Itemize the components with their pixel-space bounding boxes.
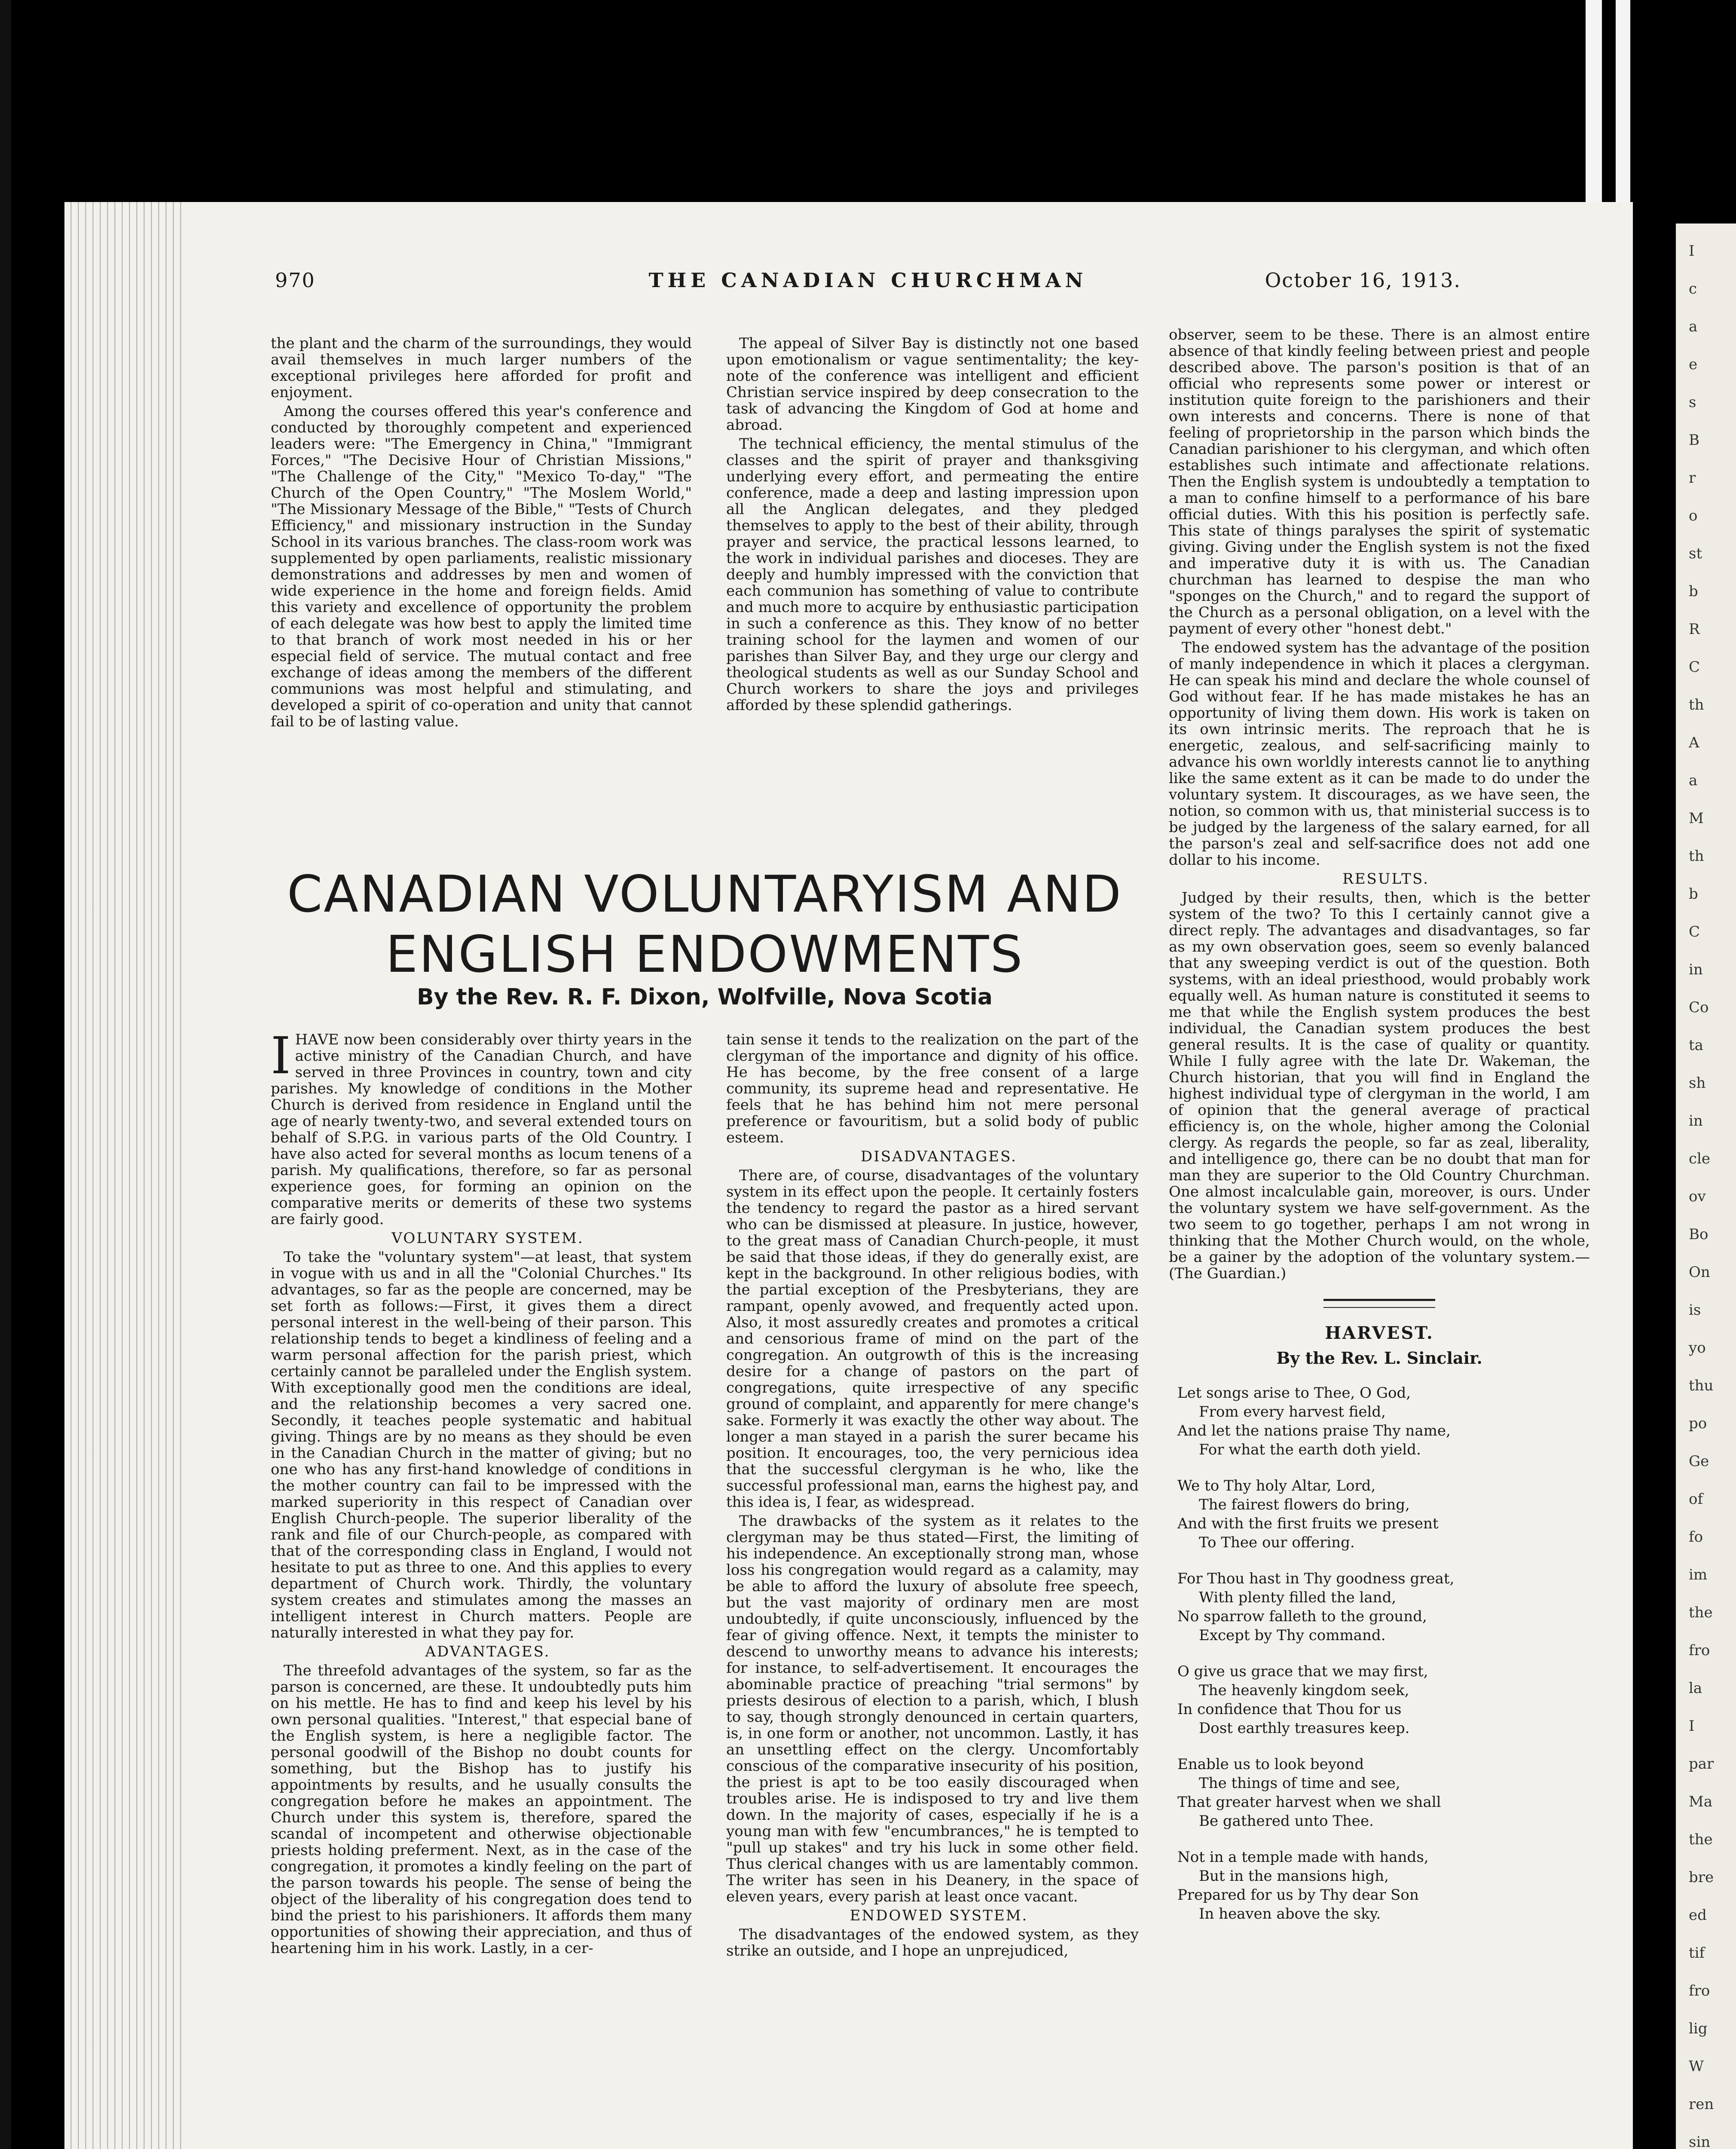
poem-stanza	[1177, 1569, 1590, 1645]
column-2-top	[726, 335, 1139, 868]
facing-page-fragment: lig	[1689, 2020, 1708, 2037]
poem-line: Not in a temple made with hands,	[1177, 1849, 1429, 1866]
facing-page-fragment: Bo	[1689, 1226, 1708, 1243]
paragraph: tain sense it tends to the realization on the part of the clergyman of the importance and dignity of his office. He has become, by the free consent of a large community, its supreme head and representative. He feels that he has behind him not mere personal preference or favouritism, but a solid body of public esteem.	[726, 1032, 1139, 1146]
section-heading: RESULTS.	[1342, 870, 1429, 888]
facing-page-fragment: sin	[1689, 2134, 1711, 2149]
facing-page-fragment: ov	[1689, 1188, 1706, 1205]
facing-page-fragment: la	[1689, 1680, 1702, 1697]
facing-page-fragment: B	[1689, 432, 1699, 449]
paragraph: The disadvantages of the endowed system, as they strike an outside, and I hope an unprejudiced,	[726, 1926, 1139, 1959]
facing-page-fragment: the	[1689, 1604, 1713, 1621]
section-heading: VOLUNTARY SYSTEM.	[391, 1230, 584, 1247]
issue-date: October 16, 1913.	[1265, 269, 1461, 292]
poem-line: Except by Thy command.	[1199, 1627, 1386, 1644]
facing-page-fragment: im	[1689, 1566, 1708, 1583]
facing-page-fragment: Ge	[1689, 1453, 1709, 1470]
poem-line: We to Thy holy Altar, Lord,	[1177, 1477, 1376, 1494]
facing-page-fragment: par	[1689, 1755, 1714, 1772]
page-gutter	[64, 202, 185, 2149]
facing-page-fragment: th	[1689, 848, 1704, 865]
facing-page-fragment: W	[1689, 2058, 1704, 2075]
poem-byline: By the Rev. L. Sinclair.	[1276, 1348, 1482, 1368]
poem-line: And let the nations praise Thy name,	[1177, 1422, 1451, 1439]
paragraph: To take the "voluntary system"—at least, that system in vogue with us and in all the "Colonial Churches." Its advantages, so far as the people are concerned, may be set forth as follows:—First, it gives them a direct personal interest in the well-being of their parson. This relationship tends to beget a kindliness of feeling and a warm personal affection for the parish priest, which certainly cannot be paralleled under the English system. With exceptionally good men the conditions are ideal, and the relationship becomes a very sacred one. Secondly, it teaches people systematic and habitual giving. Things are by no means as they should be even in the Canadian Church in the matter of giving; but no one who has any first-hand knowledge of conditions in the mother country can fail to be impressed with the marked superiority in this respect of Canadian over English Church-people. The superior liberality of the rank and file of our Church-people, as compared with that of the corresponding class in England, I would not hesitate to put as three to one. And this applies to every department of Church work. Thirdly, the voluntary system creates and stimulates among the masses an intelligent interest in Church matters. People are naturally interested in what they pay for.	[271, 1249, 692, 1641]
facing-page-fragment: b	[1689, 885, 1698, 903]
page-number: 970	[275, 269, 315, 292]
poem-title: HARVEST.	[1325, 1323, 1434, 1343]
paragraph: Among the courses offered this year's conference and conducted by thoroughly competent and experienced leaders were: "The Emergency in China," "Immigrant Forces," "The Decisive Hour of Christian Missions," "The Challenge of the City," "Mexico To-day," "The Church of the Open Country," "The Moslem World," "The Missionary Message of the Bible," "Tests of Church Efficiency," and missionary instruction in the Sunday School in its various branches. The class-room work was supplemented by open parliaments, realistic missionary demonstrations and addresses by men and women of wide experience in the home and foreign fields. Amid this variety and excellence of opportunity the problem of each delegate was how best to apply the limited time to that branch of work most needed in his or her especial field of service. The mutual contact and free exchange of ideas among the members of the different communions was most helpful and stimulating, and developed a spirit of co-operation and unity that cannot fail to be of lasting value.	[271, 403, 692, 730]
facing-page-fragment: thu	[1689, 1377, 1714, 1394]
facing-page-fragment: o	[1689, 507, 1698, 524]
facing-page-fragment: r	[1689, 469, 1696, 487]
publication-title: THE CANADIAN CHURCHMAN	[648, 269, 1088, 292]
poem-line: O give us grace that we may first,	[1177, 1663, 1428, 1680]
poem-stanza	[1177, 1476, 1590, 1552]
facing-page-fragment: is	[1689, 1301, 1701, 1319]
poem-line: Enable us to look beyond	[1177, 1756, 1364, 1773]
section-heading: ADVANTAGES.	[425, 1643, 550, 1660]
article-column-1	[271, 1032, 692, 2149]
paragraph: There are, of course, disadvantages of the voluntary system in its effect upon the people. It certainly fosters the tendency to regard the pastor as a hired servant who can be dismissed at pleasure. In justice, however, to the great mass of Canadian Church-people, it must be said that those ideas, if they do generally exist, are kept in the background. In other religious bodies, with the partial exception of the Presbyterians, they are rampant, openly avowed, and frequently acted upon. Also, it most assuredly creates and promotes a critical and censorious frame of mind on the part of the congregation. An outgrowth of this is the increasing desire for a change of pastors on the part of congregations, quite irrespective of any specific ground of complaint, and apparently for mere change's sake. Formerly it was exactly the other way about. The longer a man stayed in a parish the surer became his position. It encourages, too, the very pernicious idea that the successful clergyman is he who, like the successful professional man, earns the highest pay, and this idea is, I fear, as widespread.	[726, 1167, 1139, 1511]
ornamental-divider	[1323, 1299, 1435, 1308]
facing-page-fragment: C	[1689, 923, 1700, 940]
facing-page-fragment: cle	[1689, 1150, 1711, 1167]
facing-page-fragment: A	[1689, 734, 1699, 751]
facing-page-fragment: fro	[1689, 1982, 1710, 1999]
article-byline: By the Rev. R. F. Dixon, Wolfville, Nova Scotia	[417, 984, 993, 1010]
facing-page-fragment: fo	[1689, 1528, 1703, 1546]
poem-line: And with the first fruits we present	[1177, 1515, 1439, 1532]
poem-line: The fairest flowers do bring,	[1199, 1496, 1410, 1513]
poem-line: The heavenly kingdom seek,	[1199, 1682, 1409, 1699]
facing-page-edge	[1676, 223, 1736, 2149]
poem-line: That greater harvest when we shall	[1177, 1794, 1441, 1811]
facing-page-fragment: po	[1689, 1415, 1707, 1432]
poem-line: Be gathered unto Thee.	[1199, 1812, 1374, 1830]
facing-page-fragment: c	[1689, 280, 1697, 297]
poem-line: Prepared for us by Thy dear Son	[1177, 1886, 1419, 1904]
facing-page-fragment: bre	[1689, 1869, 1714, 1886]
facing-page-fragment: ed	[1689, 1907, 1707, 1924]
facing-page-fragment: b	[1689, 583, 1698, 600]
drop-cap: I	[271, 1032, 291, 1085]
poem-line: Dost earthly treasures keep.	[1199, 1720, 1410, 1737]
facing-page-fragment: Co	[1689, 999, 1709, 1016]
facing-page-fragment: e	[1689, 356, 1698, 373]
poem-line: No sparrow falleth to the ground,	[1177, 1608, 1427, 1625]
facing-page-fragment: in	[1689, 961, 1703, 978]
article-column-3	[1169, 327, 1590, 2149]
facing-page-fragment: yo	[1689, 1339, 1706, 1356]
facing-page-fragment: R	[1689, 621, 1700, 638]
facing-page-fragment: sh	[1689, 1074, 1706, 1092]
article-headline: CANADIAN VOLUNTARYISM AND ENGLISH ENDOWMENTS	[287, 864, 1123, 984]
poem-line: With plenty filled the land,	[1199, 1589, 1397, 1606]
facing-page-fragment: in	[1689, 1112, 1703, 1130]
poem-stanza	[1177, 1662, 1590, 1738]
facing-page-fragment: st	[1689, 545, 1702, 562]
paragraph: Judged by their results, then, which is the better system of the two? To this I certainly cannot give a direct reply. The advantages and disadvantages, so far as my own observation goes, seem so evenly balanced that any sweeping verdict is out of the question. Both systems, with an ideal priesthood, would probably work equally well. As human nature is constituted it seems to me that while the English system produces the best individual, the Canadian system produces the best general results. It is the case of quality or quantity. While I fully agree with the late Dr. Wakeman, the Church historian, that you will find in England the highest individual type of clergyman in the world, I am of opinion that the general average of practical efficiency is, on the whole, higher among the Colonial clergy. As regards the people, so far as zeal, liberality, and intelligence go, there can be no doubt that man for man they are superior to the Old Country Churchman. One almost incalculable gain, moreover, is ours. Under the voluntary system we have self-government. As the two seem to go together, perhaps I am not wrong in thinking that the Mother Church would, on the whole, be a gainer by the adoption of the voluntary system.—(The Guardian.)	[1169, 889, 1590, 1282]
facing-page-fragment: Ma	[1689, 1793, 1713, 1810]
facing-page-fragment: a	[1689, 772, 1698, 789]
facing-page-fragment: C	[1689, 658, 1700, 676]
facing-page-fragment: of	[1689, 1491, 1703, 1508]
facing-page-fragment: On	[1689, 1264, 1710, 1281]
paragraph: The endowed system has the advantage of the position of manly independence in which it places a clergyman. He can speak his mind and declare the whole counsel of God without fear. If he has made mistakes he has an opportunity of living them down. His work is taken on its own intrinsic merits. The reproach that he is energetic, zealous, and self-sacrificing mainly to advance his own worldly interests cannot lie to anything like the same extent as it can be made to do under the voluntary system. It discourages, as we have seen, the notion, so common with us, that ministerial success is to be judged by the largeness of the salary earned, for all the parson's zeal and self-sacrifice does not add one dollar to his income.	[1169, 639, 1590, 869]
facing-page-fragment: ren	[1689, 2096, 1714, 2113]
film-edge-left	[0, 0, 11, 2149]
poem-line: In heaven above the sky.	[1199, 1905, 1381, 1922]
poem-line: For what the earth doth yield.	[1199, 1441, 1421, 1458]
facing-page-fragment: fro	[1689, 1642, 1710, 1659]
poem-line: The things of time and see,	[1199, 1775, 1400, 1792]
poem-line: Let songs arise to Thee, O God,	[1177, 1384, 1411, 1402]
poem-line: From every harvest field,	[1199, 1403, 1386, 1420]
section-heading: ENDOWED SYSTEM.	[850, 1907, 1028, 1924]
poem-line: For Thou hast in Thy goodness great,	[1177, 1570, 1455, 1587]
facing-page-fragment: I	[1689, 1717, 1695, 1735]
facing-page-fragment: ta	[1689, 1037, 1703, 1054]
paragraph: The drawbacks of the system as it relates to the clergyman may be thus stated—First, the limiting of his independence. An exceptionally strong man, whose loss his congregation would regard as a calamity, may be able to afford the luxury of absolute free speech, but the vast majority of ordinary men are most undoubtedly, if quite unconsciously, influenced by the fear of giving offence. Next, it tempts the minister to descend to unworthy means to advance his interests; for instance, to self-advertisement. It encourages the abominable practice of preaching "trial sermons" by priests desirous of election to a parish, which, I blush to say, though strongly denounced in certain quarters, is, in one form or another, not uncommon. Lastly, it has an unsettling effect on the clergy. Uncomfortably conscious of the comparative insecurity of his position, the priest is apt to be too easily discouraged when troubles arise. He is indisposed to try and live them down. In the majority of cases, especially if he is a young man with few "encumbrances," he is tempted to "pull up stakes" and try his luck in some other field. Thus clerical changes with us are lamentably common. The writer has seen in his Deanery, in the space of eleven years, every parish at least once vacant.	[726, 1512, 1139, 1905]
poem-stanza	[1177, 1384, 1590, 1459]
facing-page-fragment: a	[1689, 318, 1698, 335]
poem-stanza	[1177, 1848, 1590, 1923]
paragraph: The threefold advantages of the system, so far as the parson is concerned, are these. It undoubtedly puts him on his mettle. He has to find and keep his level by his own personal qualities. "Interest," that especial bane of the English system, is here a negligible factor. The personal goodwill of the Bishop no doubt counts for something, but the Bishop has to justify his appointments by results, and he usually consults the congregation before he makes an appointment. The Church under this system is, therefore, spared the scandal of incompetent and otherwise objectionable priests holding preferment. Next, as in the case of the congregation, it promotes a kindly feeling on the part of the parson towards his people. The sense of being the object of the liberality of his congregation does tend to bind the priest to his parishioners. It affords them many opportunities of showing their appreciation, and thus of heartening him in his work. Lastly, in a cer-	[271, 1662, 692, 1957]
facing-page-fragment: th	[1689, 696, 1704, 713]
paragraph: observer, seem to be these. There is an almost entire absence of that kindly feeling between priest and people described above. The parson's position is that of an official who represents some power or interest or institution quite foreign to the parishioners and their own interests and concerns. There is none of that feeling of proprietorship in the parson which binds the Canadian parishioner to his clergyman, and which often establishes such intimate and affectionate relations. Then the English system is undoubtedly a temptation to a man to confine himself to a performance of his bare official duties. With this his position is perfectly safe. This state of things paralyses the spirit of systematic giving. Giving under the English system is not the fixed and imperative duty it is with us. The Canadian churchman has learned to despise the man who "sponges on the Church," and to regard the support of the Church as a personal obligation, on a level with the payment of every other "honest debt."	[1169, 327, 1590, 637]
paragraph: The technical efficiency, the mental stimulus of the classes and the spirit of prayer and thanksgiving underlying every effort, and permeating the entire conference, made a deep and lasting impression upon all the Anglican delegates, and they pledged themselves to apply to the best of their ability, through prayer and service, the practical lessons learned, to the work in individual parishes and dioceses. They are deeply and humbly impressed with the conviction that each communion has something of value to contribute and much more to acquire by enthusiastic participation in such a conference as this. They know of no better training school for the laymen and women of our parishes than Silver Bay, and they urge our clergy and theological students as well as our Sunday School and Church workers to share the joys and privileges afforded by these splendid gatherings.	[726, 435, 1139, 714]
intro-paragraph: IHAVE now been considerably over thirty years in the active ministry of the Canadian Church, and have served in three Provinces in country, town and city parishes. My knowledge of conditions in the Mother Church is derived from residence in England until the age of nearly twenty-two, and several extended tours on behalf of S.P.G. in various parts of the Old Country. I have also acted for several months as locum tenens of a parish. My qualifications, therefore, so far as personal experience goes, for forming an opinion on the comparative merits or demerits of these two systems are fairly good.	[271, 1032, 692, 1228]
poem-line: To Thee our offering.	[1199, 1534, 1355, 1551]
facing-page-fragment: s	[1689, 394, 1696, 411]
paragraph: The appeal of Silver Bay is distinctly not one based upon emotionalism or vague sentimentality; the key-note of the conference was intelligent and efficient Christian service inspired by deep consecration to the task of advancing the Kingdom of God at home and abroad.	[726, 335, 1139, 434]
poem-stanza	[1177, 1755, 1590, 1831]
facing-page-fragment: tif	[1689, 1944, 1705, 1962]
facing-page-fragment: M	[1689, 810, 1704, 827]
facing-page-fragment: I	[1689, 242, 1695, 260]
facing-page-fragment: the	[1689, 1831, 1713, 1848]
column-1-top	[271, 335, 692, 868]
paragraph: the plant and the charm of the surroundings, they would avail themselves in much larger numbers of the exceptional privileges here afforded for profit and enjoyment.	[271, 335, 692, 401]
page-header	[275, 269, 1461, 299]
poem-body	[1169, 1384, 1590, 1923]
poem-line: In confidence that Thou for us	[1177, 1701, 1402, 1718]
article-column-2	[726, 1032, 1139, 2149]
section-heading: DISADVANTAGES.	[861, 1148, 1017, 1165]
poem-line: But in the mansions high,	[1199, 1867, 1389, 1885]
